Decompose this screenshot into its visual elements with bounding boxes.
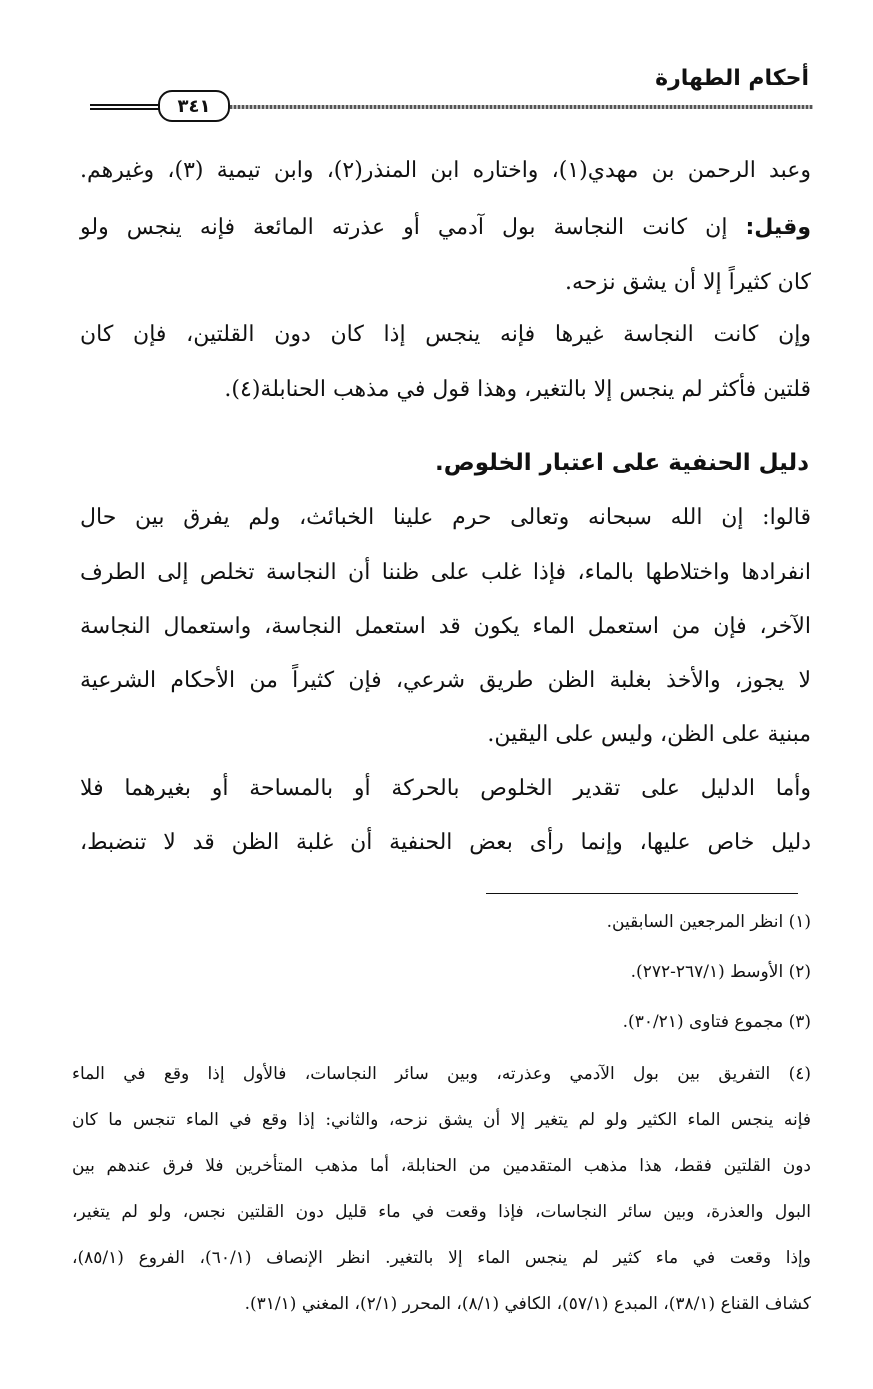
- paragraph-line: لا يجوز، والأخذ بغلبة الظن طريق شرعي، فإن كثيراً من الأحكام الشرعية: [80, 668, 811, 693]
- footnote: (٣) مجموع فتاوى (٣٠/٢١).: [622, 1012, 811, 1032]
- paragraph-text: إن كانت النجاسة بول آدمي أو عذرته المائعة فإنه ينجس ولو: [80, 215, 746, 240]
- footnote: وإذا وقعت في ماء كثير لم ينجس الماء إلا بالتغير. انظر الإنصاف (٦٠/١)، الفروع (٨٥/١)،: [72, 1248, 811, 1268]
- paragraph-line: كان كثيراً إلا أن يشق نزحه.: [565, 270, 811, 295]
- footnote: (٢) الأوسط (٢٦٧/١-٢٧٢).: [630, 962, 811, 982]
- footnote: (١) انظر المرجعين السابقين.: [606, 912, 811, 932]
- paragraph-line: الآخر، فإن من استعمل الماء يكون قد استعمل النجاسة، واستعمال النجاسة: [80, 614, 811, 639]
- paragraph-lead: وقيل:: [745, 215, 811, 240]
- running-title: أحكام الطهارة: [655, 66, 809, 91]
- page-number: ٣٤١: [158, 90, 230, 122]
- paragraph-line: [80, 215, 811, 240]
- paragraph-line: قلتين فأكثر لم ينجس إلا بالتغير، وهذا قول في مذهب الحنابلة(٤).: [224, 377, 811, 402]
- paragraph-line: انفرادها واختلاطها بالماء، فإذا غلب على ظننا أن النجاسة تخلص إلى الطرف: [80, 560, 811, 585]
- footnote: فإنه ينجس الماء الكثير ولو لم يتغير إلا أن يشق نزحه، والثاني: إذا وقع في الماء تنجس ما كان: [72, 1110, 811, 1130]
- paragraph-line: وعبد الرحمن بن مهدي(١)، واختاره ابن المنذر(٢)، وابن تيمية (٣)، وغيرهم.: [80, 158, 811, 183]
- footnote: (٤) التفريق بين بول الآدمي وعذرته، وبين سائر النجاسات، فالأول إذا وقع في الماء: [72, 1064, 811, 1084]
- paragraph-line: وإن كانت النجاسة غيرها فإنه ينجس إذا كان دون القلتين، فإن كان: [80, 322, 811, 347]
- paragraph-line: وأما الدليل على تقدير الخلوص بالحركة أو بالمساحة أو بغيرهما فلا: [80, 776, 811, 801]
- footnote: دون القلتين فقط، هذا مذهب المتقدمين من الحنابلة، أما مذهب المتأخرين فلا فرق عندهم بين: [72, 1156, 811, 1176]
- footnote: البول والعذرة، وبين سائر النجاسات، فإذا وقعت في ماء قليل دون القلتين نجس، ولو لم يتغير،: [72, 1202, 811, 1222]
- paragraph-line: مبنية على الظن، وليس على اليقين.: [487, 722, 811, 747]
- header-rule-dotted-line: [230, 105, 813, 109]
- footnote: كشاف القناع (٣٨/١)، المبدع (٥٧/١)، الكافي (٨/١)، المحرر (٢/١)، المغني (٣١/١).: [244, 1294, 811, 1314]
- header-rule-double-line: [90, 104, 160, 110]
- section-heading: دليل الحنفية على اعتبار الخلوص.: [435, 450, 809, 476]
- paragraph-line: دليل خاص عليها، وإنما رأى بعض الحنفية أن غلبة الظن قد لا تنضبط،: [80, 830, 811, 855]
- footnote-separator: [486, 893, 798, 894]
- paragraph-line: قالوا: إن الله سبحانه وتعالى حرم علينا الخبائث، ولم يفرق بين حال: [80, 505, 811, 530]
